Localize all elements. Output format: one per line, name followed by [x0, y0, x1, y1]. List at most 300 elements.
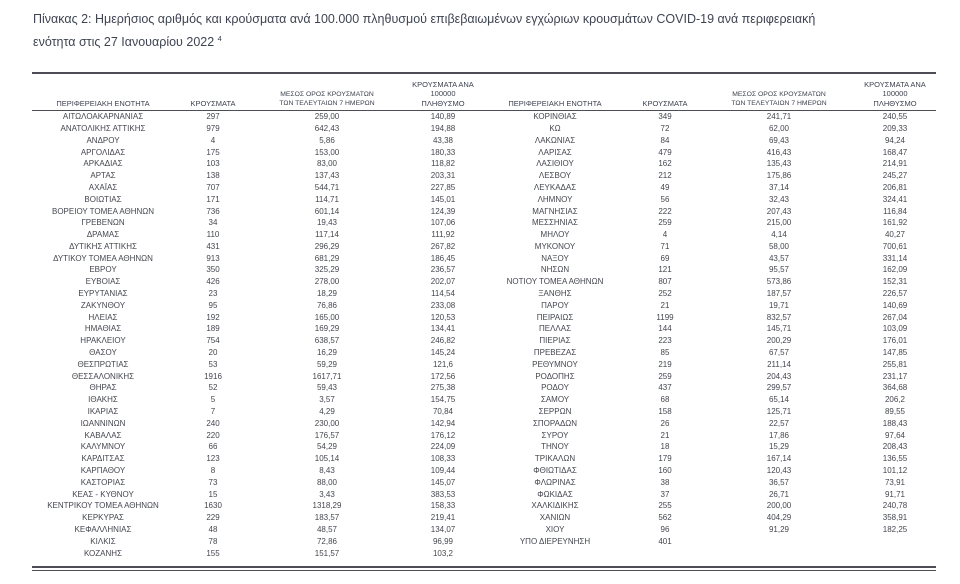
avg7-cell: 114,71	[315, 194, 339, 204]
avg7-cell: 125,71	[766, 407, 792, 417]
region-cell: ΠΕΙΡΑΙΩΣ	[536, 312, 574, 322]
cases-cell: 979	[206, 123, 220, 133]
region-cell: ΦΘΙΩΤΙΔΑΣ	[533, 466, 577, 476]
avg7-cell: 83,00	[316, 159, 338, 169]
cases-cell: 736	[206, 206, 220, 216]
cases-cell: 350	[206, 265, 220, 275]
cases-cell: 85	[660, 348, 670, 358]
cases-cell: 34	[208, 218, 218, 228]
table-row	[32, 382, 936, 394]
region-cell: ΤΗΝΟΥ	[541, 442, 569, 452]
avg7-cell: 187,57	[766, 289, 792, 299]
table-row	[32, 229, 936, 241]
region-cell: ΜΕΣΣΗΝΙΑΣ	[532, 218, 578, 228]
table-row	[32, 264, 936, 276]
region-cell: ΣΑΜΟΥ	[540, 395, 570, 405]
region-cell: ΜΥΚΟΝΟΥ	[534, 241, 576, 251]
avg7-cell: 278,00	[314, 277, 340, 287]
avg7-cell: 200,29	[766, 336, 792, 346]
avg7-cell: 120,43	[766, 466, 792, 476]
cases-cell: 49	[660, 182, 670, 192]
cases-cell: 160	[658, 466, 672, 476]
avg7-cell: 169,29	[314, 324, 340, 334]
per100k-cell: 97,64	[884, 430, 906, 440]
cases-cell: 222	[658, 206, 672, 216]
cases-cell: 15	[208, 489, 218, 499]
per100k-cell: 214,91	[882, 159, 908, 169]
per100k-cell: 224,09	[430, 442, 456, 452]
region-cell: ΚΑΒΑΛΑΣ	[84, 430, 122, 440]
per100k-cell: 145,24	[430, 348, 456, 358]
table-row	[32, 253, 936, 265]
region-cell	[484, 548, 626, 560]
header-avg7-right: ΜΕΣΟΣ ΟΡΟΣ ΚΡΟΥΣΜΑΤΩΝ ΤΩΝ ΤΕΛΕΥΤΑΙΩΝ 7 ΗΜΕΡΩΝ	[704, 73, 854, 111]
table-row	[32, 465, 936, 477]
region-cell: ΡΟΔΟΠΗΣ	[535, 371, 575, 381]
avg7-cell: 59,43	[316, 383, 338, 393]
table-row	[32, 241, 936, 253]
per100k-cell: 145,07	[430, 477, 456, 487]
table-row	[32, 300, 936, 312]
avg7-cell: 416,43	[766, 147, 792, 157]
per100k-cell: 103,09	[882, 324, 908, 334]
avg7-cell: 137,43	[314, 171, 340, 181]
avg7-cell: 69,43	[768, 135, 790, 145]
avg7-cell: 296,29	[314, 241, 340, 251]
per100k-cell: 40,27	[884, 230, 906, 240]
per100k-cell: 236,57	[430, 265, 456, 275]
cases-cell: 68	[660, 395, 670, 405]
region-cell: ΕΥΒΟΙΑΣ	[85, 277, 121, 287]
table-row	[32, 194, 936, 206]
per100k-cell: 176,01	[882, 336, 908, 346]
avg7-cell: 91,29	[768, 525, 790, 535]
region-cell: ΚΕΡΚΥΡΑΣ	[82, 513, 124, 523]
table-body	[32, 111, 936, 560]
region-cell: ΘΑΣΟΥ	[89, 348, 117, 358]
header-region-right: ΠΕΡΙΦΕΡΕΙΑΚΗ ΕΝΟΤΗΤΑ	[484, 73, 626, 111]
per100k-cell: 70,84	[432, 407, 454, 417]
region-cell: ΚΟΖΑΝΗΣ	[83, 548, 123, 558]
avg7-cell: 215,00	[766, 218, 792, 228]
per100k-cell: 267,04	[882, 312, 908, 322]
table-row	[32, 135, 936, 147]
avg7-cell: 19,43	[316, 218, 338, 228]
per100k-cell: 134,07	[430, 525, 456, 535]
cases-cell: 479	[658, 147, 672, 157]
cases-cell: 38	[660, 477, 670, 487]
region-cell: ΑΝΑΤΟΛΙΚΗΣ ΑΤΤΙΚΗΣ	[60, 123, 146, 133]
per100k-cell: 43,38	[432, 135, 454, 145]
cases-cell: 5	[210, 395, 216, 405]
per100k-cell	[854, 536, 936, 548]
avg7-cell: 95,57	[768, 265, 790, 275]
region-cell: ΧΙΟΥ	[545, 525, 565, 535]
covid-cases-table-wrap	[32, 72, 936, 571]
avg7-cell: 200,00	[766, 501, 792, 511]
per100k-cell: 124,39	[430, 206, 456, 216]
per100k-cell: 91,71	[884, 489, 906, 499]
region-cell: ΕΥΡΥΤΑΝΙΑΣ	[78, 289, 128, 299]
cases-cell: 189	[206, 324, 220, 334]
table-row	[32, 206, 936, 218]
per100k-cell: 246,82	[430, 336, 456, 346]
table-row	[32, 418, 936, 430]
avg7-cell: 165,00	[314, 312, 340, 322]
region-cell: ΙΚΑΡΙΑΣ	[87, 407, 119, 417]
cases-cell: 192	[206, 312, 220, 322]
cases-cell: 103	[206, 159, 220, 169]
avg7-cell: 8,43	[319, 466, 335, 476]
per100k-cell: 152,31	[882, 277, 908, 287]
per100k-cell: 161,92	[882, 218, 908, 228]
region-cell: ΠΕΛΛΑΣ	[538, 324, 572, 334]
region-cell: ΣΥΡΟΥ	[541, 430, 569, 440]
cases-cell: 56	[660, 194, 670, 204]
region-cell: ΖΑΚΥΝΘΟΥ	[80, 300, 126, 310]
cases-cell: 52	[208, 383, 218, 393]
cases-cell: 110	[206, 230, 220, 240]
header-region-left: ΠΕΡΙΦΕΡΕΙΑΚΗ ΕΝΟΤΗΤΑ	[32, 73, 174, 111]
cases-cell: 121	[658, 265, 672, 275]
per100k-cell: 233,08	[430, 300, 456, 310]
cases-cell: 144	[658, 324, 672, 334]
per100k-cell: 267,82	[430, 241, 456, 251]
per100k-cell: 114,54	[431, 289, 455, 299]
per100k-cell: 231,17	[882, 371, 908, 381]
region-cell: ΚΟΡΙΝΘΙΑΣ	[533, 112, 577, 122]
header-cases-left: ΚΡΟΥΣΜΑΤΑ	[174, 73, 252, 111]
per100k-cell	[854, 548, 936, 560]
cases-cell: 21	[660, 300, 670, 310]
header-cases-right: ΚΡΟΥΣΜΑΤΑ	[626, 73, 704, 111]
avg7-cell: 32,43	[768, 194, 790, 204]
cases-cell: 69	[660, 253, 670, 263]
cases-cell: 1199	[656, 312, 674, 322]
cases-cell: 23	[208, 289, 218, 299]
table-caption-line2: ενότητα στις 27 Ιανουαρίου 2022	[33, 35, 215, 50]
region-cell: ΒΟΙΩΤΙΑΣ	[84, 194, 122, 204]
region-cell: ΑΧΑΪΑΣ	[88, 182, 118, 192]
per100k-cell: 364,68	[882, 383, 908, 393]
avg7-cell: 573,86	[766, 277, 792, 287]
per100k-cell: 96,99	[432, 536, 454, 546]
avg7-cell: 3,57	[319, 395, 335, 405]
region-cell: ΜΗΛΟΥ	[540, 230, 570, 240]
per100k-cell: 324,41	[882, 194, 908, 204]
region-cell: ΑΡΚΑΔΙΑΣ	[83, 159, 123, 169]
region-cell: ΣΕΡΡΩΝ	[538, 407, 572, 417]
cases-cell: 37	[660, 489, 670, 499]
table-row	[32, 147, 936, 159]
table-row	[32, 335, 936, 347]
cases-cell: 175	[206, 147, 220, 157]
cases-cell: 252	[658, 289, 672, 299]
avg7-cell	[704, 548, 854, 560]
per100k-cell: 206,81	[882, 182, 908, 192]
per100k-cell: 245,27	[882, 171, 908, 181]
region-cell: ΑΡΓΟΛΙΔΑΣ	[80, 147, 126, 157]
avg7-cell: 544,71	[314, 182, 340, 192]
avg7-cell: 15,29	[768, 442, 790, 452]
cases-cell: 212	[658, 171, 672, 181]
per100k-cell: 136,55	[882, 454, 908, 464]
avg7-cell: 72,86	[316, 536, 338, 546]
per100k-cell: 208,43	[882, 442, 908, 452]
cases-cell: 71	[660, 241, 670, 251]
region-cell: ΑΙΤΩΛΟΑΚΑΡΝΑΝΙΑΣ	[62, 112, 144, 122]
avg7-cell	[704, 536, 854, 548]
region-cell: ΝΗΣΩΝ	[540, 265, 570, 275]
table-row	[32, 170, 936, 182]
cases-cell: 229	[206, 513, 220, 523]
avg7-cell: 3,43	[319, 489, 335, 499]
table-row	[32, 548, 936, 560]
cases-cell: 1630	[204, 501, 222, 511]
region-cell: ΦΛΩΡΙΝΑΣ	[534, 477, 576, 487]
avg7-cell: 26,71	[768, 489, 790, 499]
region-cell: ΜΑΓΝΗΣΙΑΣ	[532, 206, 578, 216]
avg7-cell: 151,57	[314, 548, 340, 558]
avg7-cell: 48,57	[316, 525, 338, 535]
per100k-cell: 134,41	[430, 324, 456, 334]
avg7-cell: 43,57	[768, 253, 790, 263]
region-cell: ΛΕΣΒΟΥ	[538, 171, 572, 181]
avg7-cell: 601,14	[314, 206, 340, 216]
per100k-cell: 103,2	[432, 548, 454, 558]
cases-cell: 223	[658, 336, 672, 346]
cases-cell: 95	[208, 300, 218, 310]
table-row	[32, 524, 936, 536]
avg7-cell: 67,57	[768, 348, 790, 358]
avg7-cell: 1617,71	[312, 371, 342, 381]
region-cell: ΥΠΟ ΔΙΕΡΕΥΝΗΣΗ	[519, 536, 591, 546]
region-cell: ΘΕΣΠΡΩΤΙΑΣ	[77, 359, 129, 369]
region-cell: ΧΑΛΚΙΔΙΚΗΣ	[531, 501, 579, 511]
region-cell: ΙΩΑΝΝΙΝΩΝ	[80, 418, 126, 428]
per100k-cell: 116,84	[883, 206, 907, 216]
table-row	[32, 276, 936, 288]
table-row	[32, 111, 936, 123]
table-row	[32, 217, 936, 229]
per100k-cell: 255,81	[882, 359, 908, 369]
per100k-cell: 89,55	[884, 407, 906, 417]
table-row	[32, 323, 936, 335]
cases-cell: 259	[658, 218, 672, 228]
avg7-cell: 832,57	[766, 312, 792, 322]
cases-cell: 4	[210, 135, 216, 145]
per100k-cell: 147,85	[882, 348, 908, 358]
avg7-cell: 37,14	[768, 182, 790, 192]
avg7-cell: 105,14	[314, 454, 340, 464]
avg7-cell: 4,14	[771, 230, 787, 240]
per100k-cell: 275,38	[430, 383, 456, 393]
per100k-cell: 154,75	[430, 395, 456, 405]
region-cell: ΚΑΡΔΙΤΣΑΣ	[81, 454, 125, 464]
per100k-cell: 172,56	[430, 371, 456, 381]
per100k-cell: 240,55	[882, 112, 908, 122]
per100k-cell: 206,2	[884, 395, 906, 405]
cases-cell: 240	[206, 418, 220, 428]
region-cell: ΛΗΜΝΟΥ	[537, 194, 573, 204]
per100k-cell: 94,24	[884, 135, 906, 145]
region-cell: ΕΒΡΟΥ	[89, 265, 117, 275]
region-cell: ΞΑΝΘΗΣ	[538, 289, 572, 299]
per100k-cell: 111,92	[431, 230, 455, 240]
cases-cell: 66	[208, 442, 218, 452]
avg7-cell: 204,43	[766, 371, 792, 381]
cases-cell: 562	[658, 513, 672, 523]
region-cell: ΗΜΑΘΙΑΣ	[84, 324, 122, 334]
table-caption-line1: Πίνακας 2: Ημερήσιος αριθμός και κρούσματα ανά 100.000 πληθυσμού επιβεβαιωμένων εγχώριων κρουσμάτων COVID-19 ανά περιφερειακή	[33, 12, 816, 26]
table-row	[32, 288, 936, 300]
header-per100k-right: ΚΡΟΥΣΜΑΤΑ ΑΝΑ 100000 ΠΛΗΘΥΣΜΟ	[854, 73, 936, 111]
avg7-cell: 145,71	[766, 324, 792, 334]
avg7-cell: 211,14	[767, 359, 791, 369]
per100k-cell: 101,12	[882, 466, 908, 476]
per100k-cell: 168,47	[882, 147, 908, 157]
per100k-cell: 240,78	[882, 501, 908, 511]
region-cell: ΚΩ	[549, 123, 561, 133]
avg7-cell: 642,43	[314, 123, 340, 133]
per100k-cell: 227,85	[430, 182, 456, 192]
per100k-cell: 209,33	[882, 123, 908, 133]
region-cell: ΧΑΝΙΩΝ	[539, 513, 571, 523]
cases-cell: 754	[206, 336, 220, 346]
cases-cell: 20	[208, 348, 218, 358]
footnote-marker: 4	[217, 33, 222, 43]
cases-cell: 158	[658, 407, 672, 417]
table-row	[32, 477, 936, 489]
table-row	[32, 536, 936, 548]
cases-cell: 21	[660, 430, 670, 440]
region-cell: ΘΗΡΑΣ	[89, 383, 117, 393]
header-row	[32, 73, 936, 111]
region-cell: ΛΕΥΚΑΔΑΣ	[533, 182, 577, 192]
per100k-cell: 202,07	[430, 277, 456, 287]
avg7-cell: 5,86	[319, 135, 335, 145]
region-cell: ΤΡΙΚΑΛΩΝ	[534, 454, 576, 464]
cases-cell: 349	[658, 112, 672, 122]
cases-cell: 53	[208, 359, 218, 369]
cases-cell: 8	[210, 466, 216, 476]
table-row	[32, 406, 936, 418]
per100k-cell: 219,41	[430, 513, 456, 523]
region-cell: ΑΡΤΑΣ	[90, 171, 116, 181]
per100k-cell: 140,89	[430, 112, 456, 122]
cases-cell: 431	[206, 241, 220, 251]
region-cell: ΚΕΝΤΡΙΚΟΥ ΤΟΜΕΑ ΑΘΗΝΩΝ	[47, 501, 159, 511]
avg7-cell: 17,86	[768, 430, 790, 440]
avg7-cell: 19,71	[768, 300, 790, 310]
bottom-rule-thick	[32, 566, 936, 568]
cases-cell: 73	[208, 477, 218, 487]
avg7-cell: 176,57	[314, 430, 340, 440]
region-cell: ΚΑΛΥΜΝΟΥ	[80, 442, 126, 452]
table-row	[32, 158, 936, 170]
cases-cell: 84	[660, 135, 670, 145]
region-cell: ΓΡΕΒΕΝΩΝ	[81, 218, 125, 228]
cases-cell: 48	[208, 525, 218, 535]
region-cell: ΣΠΟΡΑΔΩΝ	[532, 418, 578, 428]
avg7-cell: 76,86	[316, 300, 338, 310]
region-cell: ΝΟΤΙΟΥ ΤΟΜΕΑ ΑΘΗΝΩΝ	[506, 277, 604, 287]
region-cell: ΔΡΑΜΑΣ	[86, 230, 120, 240]
table-row	[32, 123, 936, 135]
cases-cell: 220	[206, 430, 220, 440]
cases-cell: 123	[206, 454, 220, 464]
per100k-cell: 182,25	[882, 525, 908, 535]
per100k-cell: 158,33	[430, 501, 456, 511]
avg7-cell: 62,00	[768, 123, 790, 133]
region-cell: ΠΑΡΟΥ	[541, 300, 569, 310]
cases-cell: 78	[208, 536, 218, 546]
cases-cell: 255	[658, 501, 672, 511]
cases-cell: 26	[660, 418, 670, 428]
avg7-cell: 175,86	[766, 171, 792, 181]
table-caption	[33, 8, 938, 54]
cases-cell: 7	[210, 407, 216, 417]
per100k-cell: 188,43	[882, 418, 908, 428]
per100k-cell: 331,14	[882, 253, 908, 263]
cases-cell: 1916	[204, 371, 222, 381]
avg7-cell: 230,00	[314, 418, 340, 428]
avg7-cell: 241,71	[766, 112, 792, 122]
per100k-cell: 121,6	[432, 359, 454, 369]
cases-cell: 219	[658, 359, 672, 369]
avg7-cell: 638,57	[314, 336, 340, 346]
cases-cell: 18	[660, 442, 670, 452]
per100k-cell: 383,53	[430, 489, 456, 499]
per100k-cell: 142,94	[430, 418, 456, 428]
avg7-cell: 299,57	[766, 383, 792, 393]
covid-cases-table	[32, 72, 936, 559]
avg7-cell: 259,00	[314, 112, 340, 122]
per100k-cell: 203,31	[430, 171, 456, 181]
cases-cell	[626, 548, 704, 560]
region-cell: ΠΡΕΒΕΖΑΣ	[533, 348, 577, 358]
region-cell: ΠΙΕΡΙΑΣ	[539, 336, 571, 346]
avg7-cell: 22,57	[768, 418, 790, 428]
cases-cell: 155	[206, 548, 220, 558]
table-row	[32, 347, 936, 359]
per100k-cell: 108,33	[430, 454, 456, 464]
region-cell: ΔΥΤΙΚΗΣ ΑΤΤΙΚΗΣ	[69, 241, 137, 251]
region-cell: ΛΑΚΩΝΙΑΣ	[534, 135, 576, 145]
avg7-cell: 58,00	[768, 241, 790, 251]
avg7-cell: 681,29	[314, 253, 340, 263]
per100k-cell: 118,82	[431, 159, 455, 169]
table-row	[32, 430, 936, 442]
per100k-cell: 73,91	[884, 477, 906, 487]
avg7-cell: 167,14	[766, 454, 792, 464]
region-cell: ΛΑΣΙΘΙΟΥ	[536, 159, 574, 169]
avg7-cell: 207,43	[766, 206, 792, 216]
region-cell: ΒΟΡΕΙΟΥ ΤΟΜΕΑ ΑΘΗΝΩΝ	[51, 206, 155, 216]
per100k-cell: 162,09	[882, 265, 908, 275]
region-cell: ΛΑΡΙΣΑΣ	[538, 147, 572, 157]
per100k-cell: 120,53	[430, 312, 456, 322]
region-cell: ΑΝΔΡΟΥ	[86, 135, 120, 145]
per100k-cell: 176,12	[430, 430, 456, 440]
per100k-cell: 700,61	[882, 241, 908, 251]
region-cell: ΦΩΚΙΔΑΣ	[537, 489, 573, 499]
table-row	[32, 312, 936, 324]
region-cell: ΗΡΑΚΛΕΙΟΥ	[80, 336, 126, 346]
avg7-cell: 36,57	[768, 477, 790, 487]
avg7-cell: 59,29	[316, 359, 338, 369]
region-cell: ΚΙΛΚΙΣ	[90, 536, 116, 546]
